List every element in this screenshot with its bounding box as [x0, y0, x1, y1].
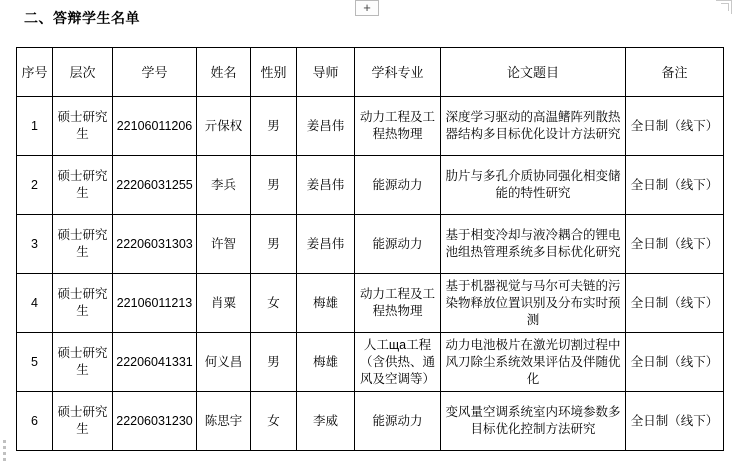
cell-student-id: 22106011206: [113, 97, 197, 156]
column-header-level: 层次: [53, 48, 113, 97]
cell-title: 基于相变冷却与液冷耦合的锂电池组热管理系统多目标优化研究: [441, 215, 626, 274]
cell-major: 能源动力: [355, 392, 441, 451]
cell-advisor: 梅雄: [297, 333, 355, 392]
cell-major: 人工ща工程（含供热、通风及空调等）: [355, 333, 441, 392]
cell-remark: 全日制（线下）: [626, 392, 724, 451]
dot: [3, 458, 6, 461]
cell-advisor: 姜昌伟: [297, 156, 355, 215]
cell-name: 何义昌: [197, 333, 251, 392]
cell-seq: 6: [17, 392, 53, 451]
cell-major: 能源动力: [355, 156, 441, 215]
cell-name: 陈思宇: [197, 392, 251, 451]
cell-advisor: 李威: [297, 392, 355, 451]
cell-gender: 男: [251, 333, 297, 392]
cell-advisor: 姜昌伟: [297, 97, 355, 156]
column-header-gender: 性别: [251, 48, 297, 97]
cell-major: 动力工程及工程热物理: [355, 97, 441, 156]
cell-gender: 女: [251, 274, 297, 333]
cell-seq: 2: [17, 156, 53, 215]
cell-advisor: 姜昌伟: [297, 215, 355, 274]
cell-gender: 男: [251, 215, 297, 274]
cell-gender: 男: [251, 97, 297, 156]
cell-seq: 4: [17, 274, 53, 333]
cell-seq: 1: [17, 97, 53, 156]
cell-gender: 男: [251, 156, 297, 215]
cell-name: 肖粟: [197, 274, 251, 333]
dot: [3, 452, 6, 455]
cell-seq: 5: [17, 333, 53, 392]
cell-remark: 全日制（线下）: [626, 333, 724, 392]
cell-title: 基于机器视觉与马尔可夫链的污染物释放位置识别及分布实时预测: [441, 274, 626, 333]
cell-advisor: 梅雄: [297, 274, 355, 333]
table-row: [17, 333, 724, 392]
column-header-student-id: 学号: [113, 48, 197, 97]
column-header-advisor: 导师: [297, 48, 355, 97]
page-title: 二、答辩学生名单: [24, 10, 140, 26]
table-row: [17, 274, 724, 333]
corner-marker-icon: [716, 0, 732, 14]
cell-title: 动力电池极片在激光切割过程中风刀除尘系统效果评估及伴随优化: [441, 333, 626, 392]
table-row: [17, 156, 724, 215]
cell-level: 硕士研究生: [53, 156, 113, 215]
cell-level: 硕士研究生: [53, 333, 113, 392]
dot: [3, 440, 6, 443]
cell-remark: 全日制（线下）: [626, 274, 724, 333]
cell-level: 硕士研究生: [53, 392, 113, 451]
dot: [3, 446, 6, 449]
cell-major: 动力工程及工程热物理: [355, 274, 441, 333]
table-row: [17, 215, 724, 274]
cell-name: 亓保权: [197, 97, 251, 156]
cell-student-id: 22206041331: [113, 333, 197, 392]
cell-remark: 全日制（线下）: [626, 156, 724, 215]
column-header-title: 论文题目: [441, 48, 626, 97]
table-header-row: [17, 48, 724, 97]
cell-student-id: 22206031230: [113, 392, 197, 451]
column-header-seq: 序号: [17, 48, 53, 97]
column-header-remark: 备注: [626, 48, 724, 97]
cell-name: 李兵: [197, 156, 251, 215]
cell-remark: 全日制（线下）: [626, 97, 724, 156]
cell-name: 许智: [197, 215, 251, 274]
add-button[interactable]: +: [355, 0, 379, 16]
student-table-container: [16, 47, 723, 451]
cell-major: 能源动力: [355, 215, 441, 274]
cell-level: 硕士研究生: [53, 215, 113, 274]
cell-title: 肋片与多孔介质协同强化相变储能的特性研究: [441, 156, 626, 215]
cell-gender: 女: [251, 392, 297, 451]
student-list-table: [16, 47, 724, 451]
cell-remark: 全日制（线下）: [626, 215, 724, 274]
table-row: [17, 97, 724, 156]
column-header-name: 姓名: [197, 48, 251, 97]
cell-seq: 3: [17, 215, 53, 274]
cell-student-id: 22206031303: [113, 215, 197, 274]
column-header-major: 学科专业: [355, 48, 441, 97]
cell-student-id: 22106011213: [113, 274, 197, 333]
table-row: [17, 392, 724, 451]
cell-title: 变风量空调系统室内环境参数多目标优化控制方法研究: [441, 392, 626, 451]
cell-title: 深度学习驱动的高温鳍阵列散热器结构多目标优化设计方法研究: [441, 97, 626, 156]
left-edge-dots: [3, 440, 9, 462]
cell-level: 硕士研究生: [53, 97, 113, 156]
cell-level: 硕士研究生: [53, 274, 113, 333]
cell-student-id: 22206031255: [113, 156, 197, 215]
